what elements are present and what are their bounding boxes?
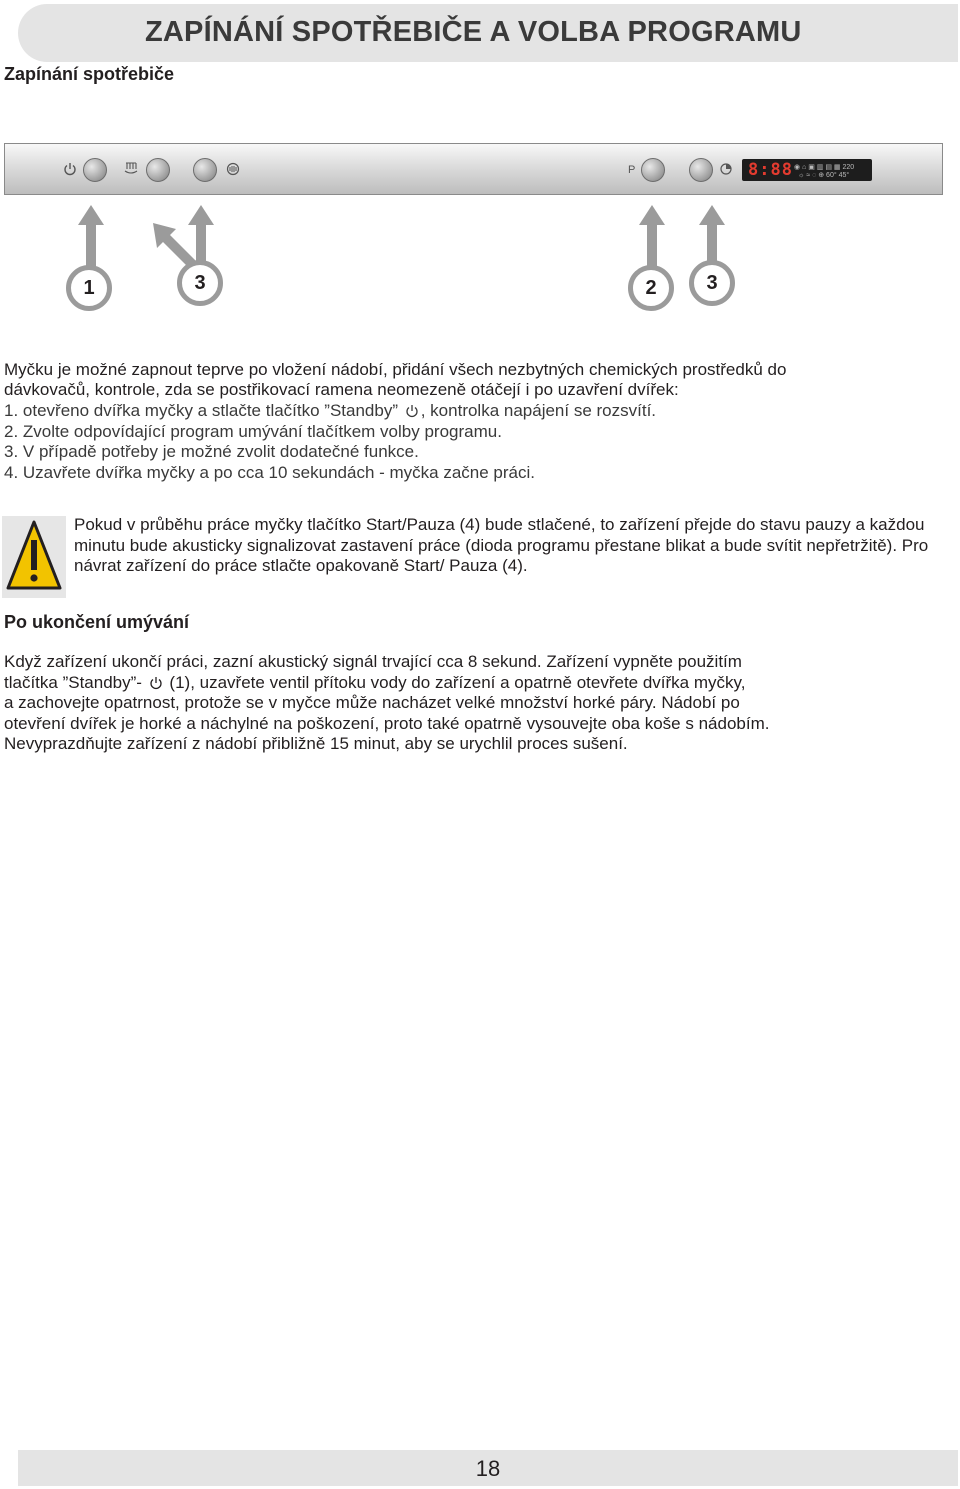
control-panel-illustration bbox=[4, 143, 943, 195]
end-line-1: Když zařízení ukončí práci, zazní akustický signál trvající cca 8 sekund. Zařízení vypněte použitím bbox=[4, 652, 742, 671]
step-4: 4. Uzavřete dvířka myčky a po cca 10 sekundách - myčka začne práci. bbox=[4, 463, 536, 482]
callout-3-right: 3 bbox=[689, 260, 735, 306]
section-title: Zapínání spotřebiče bbox=[4, 64, 175, 84]
program-select-button bbox=[641, 158, 665, 182]
program-p-icon: P bbox=[628, 164, 636, 176]
end-line-2-before: tlačítka ”Standby”- bbox=[4, 672, 142, 692]
end-section-text bbox=[4, 652, 954, 755]
step-2: 2. Zvolte odpovídající program umývání tlačítkem volby programu. bbox=[4, 422, 502, 441]
end-line-5: Nevyprazdňujte zařízení z nádobí přibližně 15 minut, aby se urychlil proces sušení. bbox=[4, 734, 628, 753]
page-number: 18 bbox=[475, 1456, 501, 1481]
display-indicators-bottom: ☼ ≈ ◌ ⊕ 60° 45° bbox=[798, 172, 850, 179]
warning-text: Pokud v průběhu práce myčky tlačítko Start/Pauza (4) bude stlačené, to zařízení přejde do stavu pauzy a každou minutu bude akusticky signalizovat zastavení práce (dioda programu přestane blikat a bude svítit nepřetržitě). Pro návrat zařízení do práce stlačte opakovaně Start/ Pauza (4). bbox=[74, 515, 929, 575]
footer-bar bbox=[18, 1450, 958, 1486]
timer-icon bbox=[720, 163, 732, 175]
end-line-3: a zachovejte opatrnost, protože se v myčce může nacházet velké množství horké páry. Nádobí po bbox=[4, 693, 740, 712]
standby-button bbox=[83, 158, 107, 182]
step-1-after: , kontrolka napájení se rozsvítí. bbox=[420, 401, 657, 420]
standby-icon bbox=[149, 676, 163, 690]
intro-line-2: dávkovačů, kontrole, zda se postřikovací ramena neomezeně otáčejí i po uzavření dvířek: bbox=[4, 380, 679, 399]
callout-3-left: 3 bbox=[177, 260, 223, 306]
warning-icon bbox=[2, 516, 66, 598]
power-icon bbox=[63, 162, 77, 176]
end-line-2-after: (1), uzavřete ventil přítoku vody do zařízení a opatrně otevřete dvířka myčky, bbox=[169, 672, 746, 692]
step-1-before: 1. otevřeno dvířka myčky a stlačte tlačítko ”Standby” bbox=[4, 401, 398, 420]
end-section-title: Po ukončení umývání bbox=[4, 612, 190, 632]
end-line-4: otevření dvířek je horké a náchylné na poškození, proto také opatrně vysouvejte oba koše s nádobím. bbox=[4, 713, 770, 733]
glass-icon bbox=[124, 161, 138, 177]
callout-arrows bbox=[0, 195, 960, 275]
end-line-2 bbox=[4, 673, 954, 694]
display-digits: 8:88 bbox=[748, 160, 793, 180]
callout-1: 1 bbox=[66, 265, 112, 311]
step-1 bbox=[4, 401, 656, 422]
display-indicators-top: ◉ ⌂ ▣ ▥ ▤ ▦ 220 bbox=[794, 164, 855, 171]
standby-icon bbox=[405, 404, 419, 418]
program-button-left bbox=[146, 158, 170, 182]
intro-line-1: Myčku je možné zapnout teprve po vložení nádobí, přidání všech nezbytných chemických prostředků do bbox=[4, 360, 787, 379]
step-3: 3. V případě potřeby je možné zvolit dodatečné funkce. bbox=[4, 442, 419, 461]
page-title: ZAPÍNÁNÍ SPOTŘEBIČE A VOLBA PROGRAMU bbox=[145, 16, 802, 48]
callout-2: 2 bbox=[628, 265, 674, 311]
digital-display bbox=[742, 159, 872, 181]
delay-start-button bbox=[689, 158, 713, 182]
function-button bbox=[193, 158, 217, 182]
basket-icon bbox=[226, 162, 240, 176]
